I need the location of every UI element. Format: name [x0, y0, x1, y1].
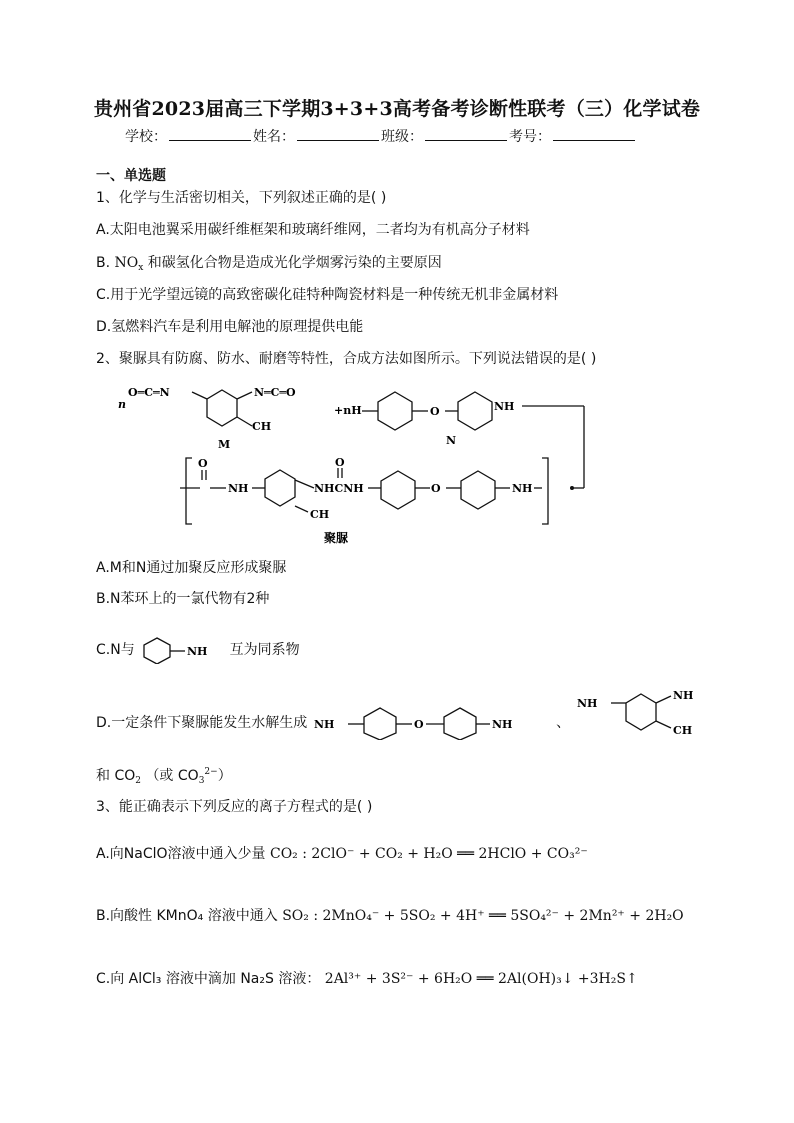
q2-option-c-prefix: C.N与	[96, 642, 135, 658]
q3-option-b	[96, 906, 684, 926]
q2-option-c	[96, 636, 300, 664]
q3-option-b-equation: SO₂ : 2MnO₄⁻ + 5SO₂ + 4H⁺ ══ 5SO₄²⁻ + 2Mn²⁺ + 2H₂O	[282, 908, 684, 924]
q2-option-d-sep: 、	[556, 715, 571, 731]
q1-option-b-sub: x	[138, 263, 144, 273]
q3-stem: 3、能正确表示下列反应的离子方程式的是( )	[96, 799, 373, 815]
exam-no-label: 考号：	[509, 129, 551, 145]
school-label: 学校：	[125, 129, 167, 145]
school-blank[interactable]	[169, 128, 251, 141]
name-blank[interactable]	[297, 128, 379, 141]
scheme-n-coefficient: n	[118, 398, 126, 411]
scheme-m-label: M	[218, 438, 231, 451]
tda-ch3: CH	[672, 724, 692, 737]
class-label: 班级：	[381, 129, 423, 145]
scheme-ch3-polymer: CH	[310, 508, 330, 521]
student-info-line	[125, 126, 637, 146]
aniline-structure	[139, 636, 225, 664]
scheme-o-n: O	[430, 405, 440, 418]
q2-option-d-prefix: D.一定条件下聚脲能发生水解生成	[96, 715, 308, 731]
scheme-nh2-left: +nH	[334, 404, 362, 417]
exam-no-blank[interactable]	[553, 128, 635, 141]
q2-option-d-tail: 和 CO	[96, 768, 136, 784]
scheme-n-label: N	[446, 434, 457, 447]
q3-option-c	[96, 969, 638, 989]
q2-option-d-tail2: （或 CO	[145, 768, 199, 784]
scheme-o-carbonyl-1: O	[198, 457, 208, 470]
q1-option-b-rest: 和碳氢化合物是造成光化学烟雾污染的主要原因	[143, 255, 442, 271]
page-title: 贵州省2023届高三下学期3+3+3高考备考诊断性联考（三）化学试卷	[93, 98, 701, 120]
polyurea-synthesis-scheme	[110, 380, 600, 552]
q3-option-c-prefix: C.向 AlCl₃ 溶液中滴加 Na₂S 溶液：	[96, 971, 321, 987]
diamine-nh2-left: NH	[313, 718, 335, 731]
scheme-nh-1: NH	[228, 482, 249, 495]
scheme-o-polymer: O	[431, 482, 441, 495]
scheme-nh-2: NH	[512, 482, 533, 495]
q3-option-a-prefix: A.向NaClO溶液中通入少量	[96, 846, 266, 862]
diamine-o: O	[413, 718, 424, 731]
scheme-o-carbonyl-2: O	[335, 456, 345, 469]
scheme-ch3-m: CH	[252, 420, 272, 433]
q1-option-b	[96, 253, 442, 278]
q3-option-c-equation: 2Al³⁺ + 3S²⁻ + 6H₂O ══ 2Al(OH)₃↓ +3H₂S↑	[324, 971, 638, 987]
section-title: 一、单选题	[96, 168, 166, 184]
q1-option-a: A.太阳电池翼采用碳纤维框架和玻璃纤维网，二者均为有机高分子材料	[96, 222, 530, 238]
diamine-nh2-right: NH	[491, 718, 513, 731]
q3-option-b-prefix: B.向酸性 KMnO₄ 溶液中通入	[96, 908, 278, 924]
q2-option-d-tail3: ）	[217, 768, 232, 784]
name-label: 姓名：	[253, 129, 295, 145]
scheme-ocn-group: O═C═N	[128, 386, 170, 399]
q2-option-c-suffix: 互为同系物	[229, 642, 300, 658]
tda-nh2-left: NH	[576, 697, 598, 710]
q1-stem: 1、化学与生活密切相关，下列叙述正确的是( )	[96, 190, 387, 206]
toluenediamine-structure	[575, 682, 705, 740]
q2-option-d-continuation: 和 $CO_2$ （或 $CO_3^{2-}$）	[96, 767, 232, 786]
class-blank[interactable]	[425, 128, 507, 141]
diamine-ether-structure	[312, 706, 552, 740]
q3-option-a	[96, 844, 588, 864]
aniline-nh2-label: NH	[187, 645, 208, 658]
q2-option-a: A.M和N通过加聚反应形成聚脲	[96, 560, 287, 576]
scheme-nco-group: N═C═O	[254, 386, 296, 399]
tda-nh2-right: NH	[672, 689, 694, 702]
q2-option-d	[96, 689, 705, 740]
scheme-nh2-right: NH	[494, 400, 515, 413]
q1-option-b-formula: NO	[114, 255, 139, 271]
q2-stem: 2、聚脲具有防腐、防水、耐磨等特性，合成方法如图所示。下列说法错误的是( )	[96, 351, 597, 367]
q1-option-d: D.氢燃料汽车是利用电解池的原理提供电能	[96, 319, 364, 335]
q1-option-b-prefix: B.	[96, 255, 115, 271]
q2-option-b: B.N苯环上的一氯代物有2种	[96, 591, 270, 607]
scheme-nhcnh: NHCNH	[314, 482, 364, 495]
q1-option-c: C.用于光学望远镜的高致密碳化硅特种陶瓷材料是一种传统无机非金属材料	[96, 287, 559, 303]
scheme-polyurea-label: 聚脲	[324, 531, 349, 545]
q3-option-a-equation: CO₂ : 2ClO⁻ + CO₂ + H₂O ══ 2HClO + CO₃²⁻	[269, 846, 588, 862]
